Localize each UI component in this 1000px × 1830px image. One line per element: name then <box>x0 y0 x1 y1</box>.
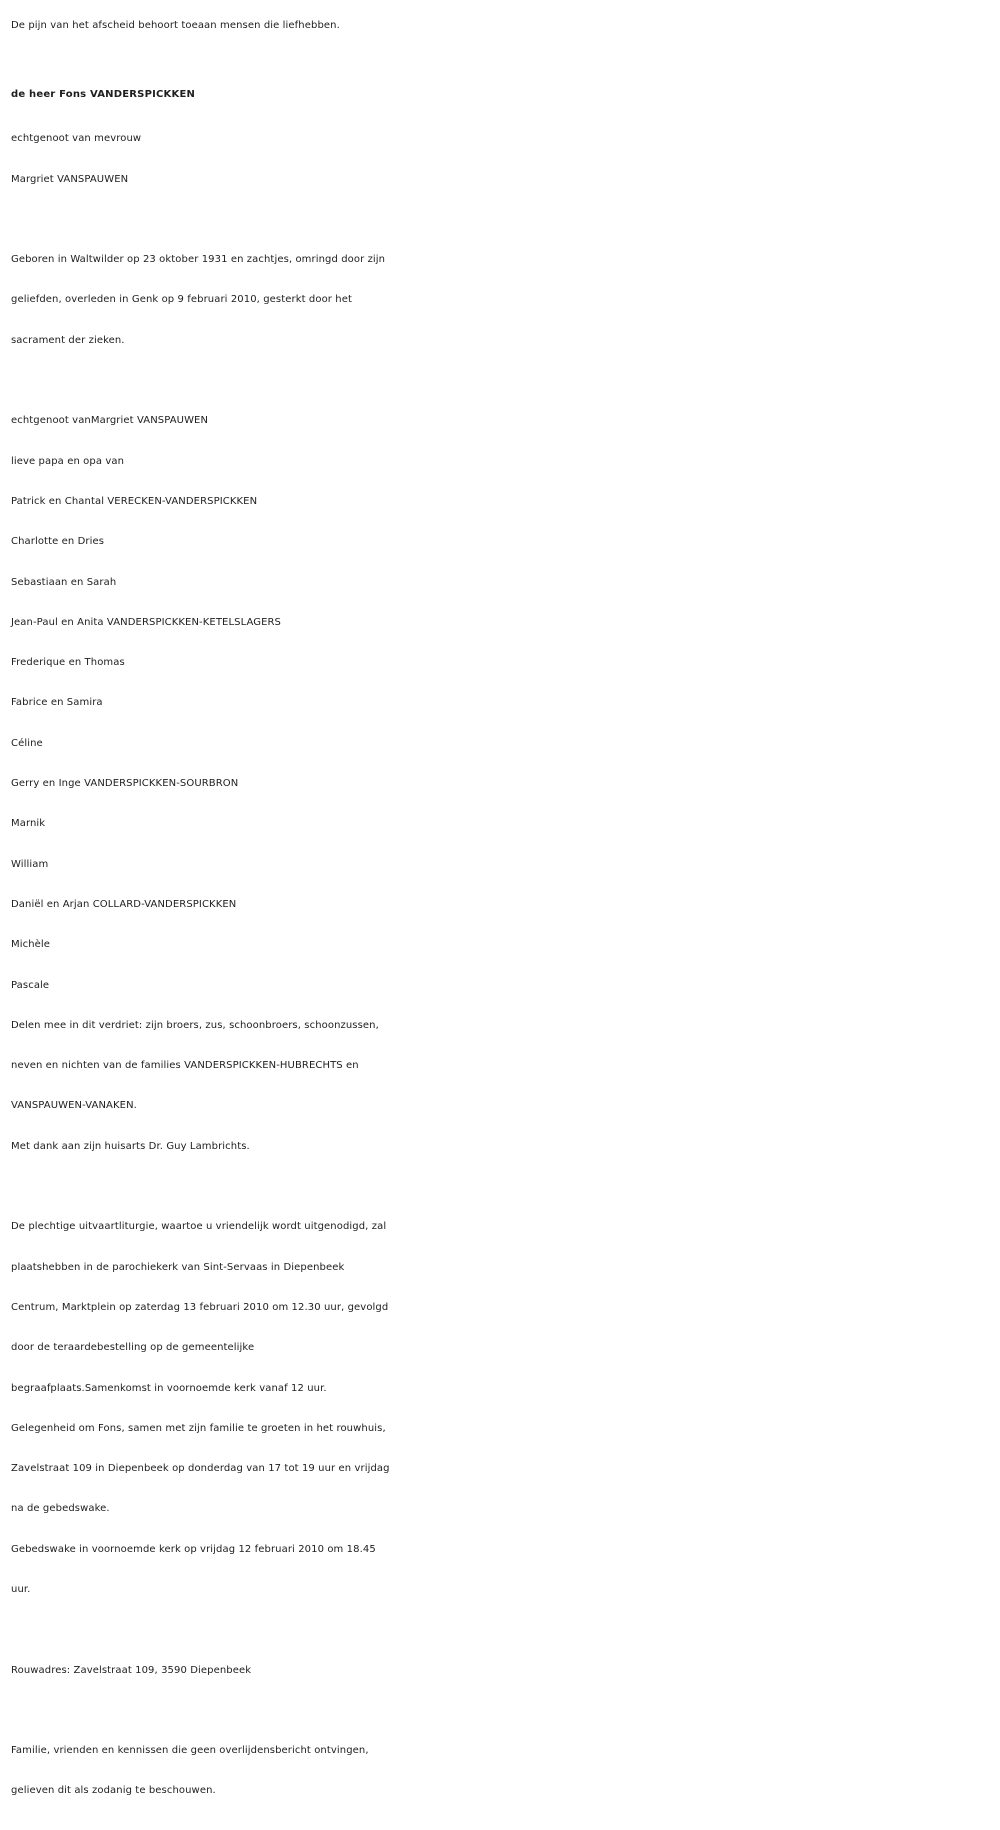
closing-section <box>11 1731 989 1812</box>
spacer <box>11 1691 989 1731</box>
family-line: Jean-Paul en Anita VANDERSPICKKEN-KETELSLAGERS <box>11 616 282 628</box>
family-line: lieve papa en opa van <box>11 455 125 467</box>
paragraph-line: geliefden, overleden in Genk op 9 februari 2010, gesterkt door het <box>11 294 353 306</box>
family-line: Pascale <box>11 979 50 991</box>
family-line: Céline <box>11 737 43 749</box>
ceremony-line: De plechtige uitvaartliturgie, waartoe u vriendelijk wordt uitgenodigd, zal <box>11 1221 387 1233</box>
closing-line: gelieven dit als zodanig te beschouwen. <box>11 1785 216 1797</box>
ceremony-line: Centrum, Marktplein op zaterdag 13 februari 2010 om 12.30 uur, gevolgd <box>11 1301 389 1313</box>
ceremony-line: Gebedswake in voornoemde kerk op vrijdag 12 februari 2010 om 18.45 <box>11 1543 376 1555</box>
closing-line: Familie, vrienden en kennissen die geen overlijdensbericht ontvingen, <box>11 1745 369 1757</box>
family-line: Frederique en Thomas <box>11 657 125 669</box>
paragraph-line: Geboren in Waltwilder op 23 oktober 1931 en zachtjes, omringd door zijn <box>11 254 386 266</box>
ceremony-section <box>11 1207 989 1610</box>
family-line: Fabrice en Samira <box>11 697 103 709</box>
spouse-line: echtgenoot van mevrouw <box>11 133 142 145</box>
spacer <box>11 1167 989 1207</box>
spouse-section <box>11 119 989 200</box>
ceremony-line: uur. <box>11 1583 31 1595</box>
family-line: Met dank aan zijn huisarts Dr. Guy Lambrichts. <box>11 1140 250 1152</box>
birth-death-paragraph <box>11 240 989 361</box>
family-section <box>11 401 989 1167</box>
family-line: echtgenoot vanMargriet VANSPAUWEN <box>11 415 209 427</box>
spouse-line: Margriet VANSPAUWEN <box>11 173 129 185</box>
family-line: Marnik <box>11 818 46 830</box>
mourning-address: Rouwadres: Zavelstraat 109, 3590 Diepenbeek <box>11 1664 252 1676</box>
spacer <box>11 1610 989 1650</box>
ceremony-line: Zavelstraat 109 in Diepenbeek op donderdag van 17 tot 19 uur en vrijdag <box>11 1463 390 1475</box>
family-line: Delen mee in dit verdriet: zijn broers, zus, schoonbroers, schoonzussen, <box>11 1019 379 1031</box>
family-line: Patrick en Chantal VERECKEN-VANDERSPICKKEN <box>11 495 258 507</box>
family-line: Sebastiaan en Sarah <box>11 576 117 588</box>
ceremony-line: Gelegenheid om Fons, samen met zijn familie te groeten in het rouwhuis, <box>11 1422 386 1434</box>
ceremony-line: plaatshebben in de parochiekerk van Sint-Servaas in Diepenbeek <box>11 1261 345 1273</box>
deceased-name: de heer Fons VANDERSPICKKEN <box>11 89 196 101</box>
ceremony-line: begraafplaats.Samenkomst in voornoemde kerk vanaf 12 uur. <box>11 1382 327 1394</box>
ceremony-line: door de teraardebestelling op de gemeentelijke <box>11 1342 255 1354</box>
spacer <box>11 361 989 401</box>
family-line: Daniël en Arjan COLLARD-VANDERSPICKKEN <box>11 898 237 910</box>
family-line: neven en nichten van de families VANDERSPICKKEN-HUBRECHTS en <box>11 1060 359 1072</box>
family-line: Michèle <box>11 939 51 951</box>
family-line: Gerry en Inge VANDERSPICKKEN-SOURBRON <box>11 778 239 790</box>
paragraph-line: sacrament der zieken. <box>11 334 125 346</box>
family-line: Charlotte en Dries <box>11 536 105 548</box>
family-line: William <box>11 858 49 870</box>
family-line: VANSPAUWEN-VANAKEN. <box>11 1100 137 1112</box>
ceremony-line: na de gebedswake. <box>11 1503 110 1515</box>
spacer <box>11 200 989 240</box>
intro-quote: De pijn van het afscheid behoort toeaan mensen die liefhebben. <box>11 20 340 31</box>
